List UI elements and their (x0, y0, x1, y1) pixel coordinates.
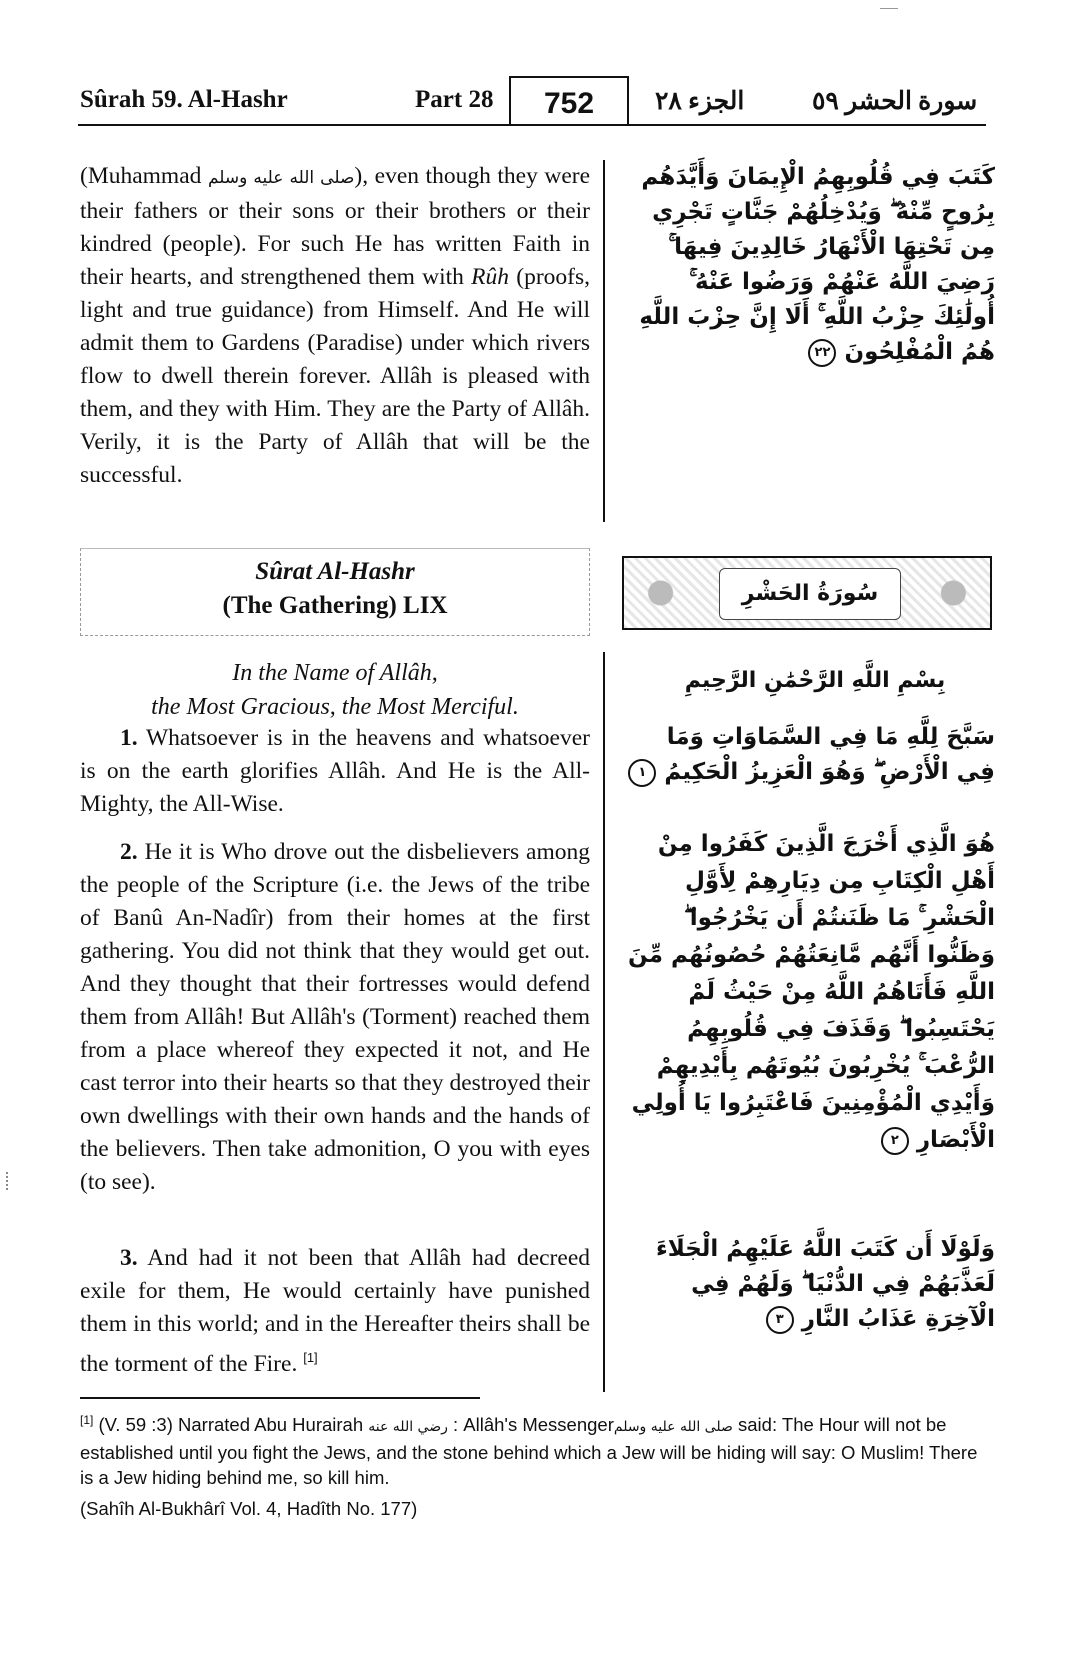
footnote-text-2: : Allâh's Messenger (447, 1414, 614, 1436)
verse-text: And had it not been that Allâh had decreed exile for them, He would certainly have punished them in this world; and in the Hereafter theirs shall be the torment of the Fire. (80, 1245, 590, 1377)
footnote-text-1: (V. 59 :3) Narrated Abu Hurairah (93, 1414, 369, 1436)
continuation-rest: ), even though they were their fathers or their sons or their brothers or their kindred (people). For such He has written Faith in their hearts, and strengthened them with (80, 163, 591, 290)
footnote-rule (80, 1397, 480, 1399)
column-divider (603, 160, 605, 522)
arabic-ayah-text: وَلَوْلَا أَن كَتَبَ اللَّهُ عَلَيْهِمُ الْجَلَاءَ لَعَذَّبَهُمْ فِي الدُّنْيَا ۖ وَلَهُمْ فِي الْآخِرَةِ عَذَابُ النَّارِ (655, 1236, 995, 1332)
surah-name: Sûrat Al-Hashr (255, 558, 415, 585)
ayah-end-marker: ٢ (881, 1127, 909, 1155)
arabic-ayah-1 (625, 720, 995, 790)
arabic-continuation (625, 160, 995, 370)
invocation (80, 656, 590, 724)
arabic-ayah-3 (625, 1232, 995, 1337)
salawat-inline: صلى الله عليه وسلم (207, 168, 355, 188)
surah-ornament-banner (622, 556, 992, 630)
footnote-source: (Sahîh Al-Bukhârî Vol. 4, Hadîth No. 177) (80, 1498, 418, 1520)
arabic-ayah-text: سَبَّحَ لِلَّهِ مَا فِي السَّمَاوَاتِ وَمَا فِي الْأَرْضِ ۖ وَهُوَ الْعَزِيزُ الْحَكِيمُ (664, 724, 995, 785)
verse-1 (80, 722, 590, 821)
verse-number: 3. (120, 1245, 138, 1271)
ayah-end-marker: ٢٢ (808, 339, 836, 367)
header-surah-title: Sûrah 59. Al-Hashr (80, 86, 288, 113)
arabic-ayah-2 (625, 826, 995, 1159)
invocation-line-1: In the Name of Allâh, (232, 660, 438, 686)
arabic-continuation-text: كَتَبَ فِي قُلُوبِهِمُ الْإِيمَانَ وَأَيَّدَهُم بِرُوحٍ مِّنْهُ ۖ وَيُدْخِلُهُمْ جَنَّاتٍ تَجْرِي مِن تَحْتِهَا الْأَنْهَارُ خَالِدِينَ فِيهَا ۚ رَضِيَ اللَّهُ عَنْهُمْ وَرَضُوا عَنْهُ ۚ أُولَٰئِكَ حِزْبُ اللَّهِ ۚ أَلَا إِنَّ حِزْبَ اللَّهِ هُمُ الْمُفْلِحُونَ (639, 164, 995, 365)
ruh-term: Rûh (471, 264, 510, 290)
verse-2 (80, 836, 590, 1199)
footnote-marker: [1] (80, 1413, 94, 1427)
arabic-ayah-text: هُوَ الَّذِي أَخْرَجَ الَّذِينَ كَفَرُوا مِنْ أَهْلِ الْكِتَابِ مِن دِيَارِهِمْ لِأَوَّلِ الْحَشْرِ ۚ مَا ظَنَنتُمْ أَن يَخْرُجُوا ۖ وَظَنُّوا أَنَّهُم مَّانِعَتُهُمْ حُصُونُهُم مِّنَ اللَّهِ فَأَتَاهُمُ اللَّهُ مِنْ حَيْثُ لَمْ يَحْتَسِبُوا ۖ وَقَذَفَ فِي قُلُوبِهِمُ الرُّعْبَ ۚ يُخْرِبُونَ بُيُوتَهُم بِأَيْدِيهِمْ وَأَيْدِي الْمُؤْمِنِينَ فَاعْتَبِرُوا يَا أُولِي الْأَبْصَارِ (628, 831, 995, 1153)
verse-number: 1. (120, 725, 138, 751)
verse-3 (80, 1242, 590, 1381)
margin-mark (6, 1172, 10, 1190)
ornament-title: سُورَةُ الحَشْرِ (719, 568, 901, 620)
page-number: 752 (509, 76, 629, 124)
salawat-inline: صلى الله عليه وسلم (613, 1419, 733, 1436)
continuation-end: (proofs, light and true guidance) from Himself. And He will admit them to Gardens (Paradise) under which rivers flow to dwell therein forever. Allâh is pleased with them, and they with Him. They are the Party of Allâh. Verily, it is the Party of Allâh that will be the successful. (80, 264, 591, 488)
ayah-end-marker: ١ (628, 759, 656, 787)
page-edge-mark (880, 8, 898, 9)
verse-text: Whatsoever is in the heavens and whatsoever is on the earth glorifies Allâh. And He is the All-Mighty, the All-Wise. (80, 725, 590, 817)
basmala: بِسْمِ اللَّهِ الرَّحْمَٰنِ الرَّحِيمِ (684, 668, 946, 693)
verse-text: He it is Who drove out the disbelievers among the people of the Scripture (i.e. the Jews of the tribe of Banû An-Nadîr) from their homes at the first gathering. You did not think that they would get out. And they thought that their fortresses would defend them from Allâh! But Allâh's (Torment) reached them from a place whereof they expected it not, and He cast terror into their hearts so that they destroyed their own dwellings with their own hands and the hands of the believers. Then take admonition, O you with eyes (to see). (80, 839, 590, 1195)
header-rule (78, 124, 986, 126)
footnote-reference[interactable]: [1] (303, 1350, 318, 1365)
header-arabic-surah: سورة الحشر ٥٩ (812, 88, 978, 115)
footnote (80, 1408, 990, 1521)
header-arabic-part: الجزء ٢٨ (655, 88, 745, 115)
surah-subtitle: (The Gathering) LIX (222, 592, 448, 619)
surah-title-box (80, 548, 590, 636)
verse-number: 2. (120, 839, 138, 865)
radiallahu-inline: رضي الله عنه (368, 1419, 448, 1436)
continuation-open: (Muhammad (80, 163, 208, 189)
column-divider (603, 652, 605, 1392)
ayah-end-marker: ٣ (766, 1306, 794, 1334)
english-continuation (80, 160, 590, 492)
invocation-line-2: the Most Gracious, the Most Merciful. (151, 694, 519, 720)
header-part: Part 28 (415, 86, 494, 113)
footnote-text-3: said: The Hour will not be established until you fight the Jews, and the stone behind which a Jew will be hiding will say: O Muslim! There is a Jew hiding behind me, so kill him. (80, 1414, 978, 1489)
